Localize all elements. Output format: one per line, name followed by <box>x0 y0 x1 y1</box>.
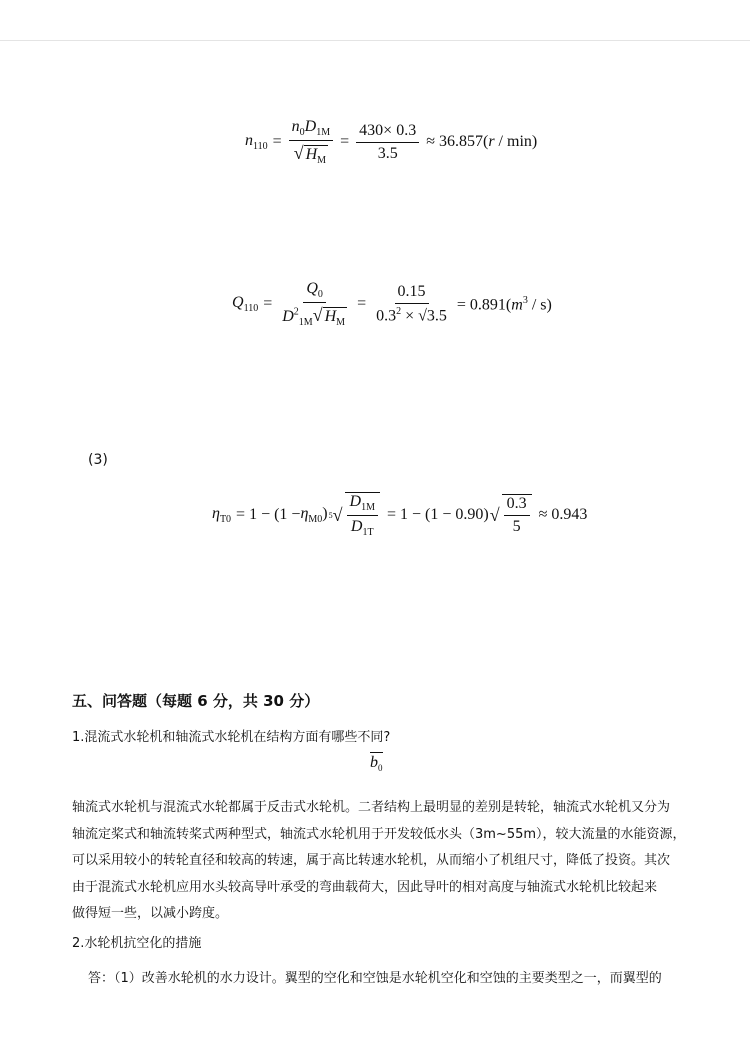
paragraph-line: 做得短一些，以减小跨度。 <box>72 906 229 921</box>
formula-n110: $n_{110}$ = $\frac{n_0D_{1M}}{√ H_M}$ = $\frac{430\times 0.3}{3.5}$ ≈ 36.857(r / min) <box>245 118 538 167</box>
answer-2-line: 答：（1）改善水轮机的水力设计。翼型的空化和空蚀是水轮机空化和空蚀的主要类型之一，而翼型的 <box>88 971 662 986</box>
question-2: 2.水轮机抗空化的措施 <box>72 936 202 951</box>
b0-symbol: $b_0$ <box>370 754 383 774</box>
symbol: n <box>245 132 253 150</box>
answer-1-paragraph <box>72 795 692 928</box>
fraction: $\frac{Q_0}{D^2_{1M}√ H_M}$ <box>282 280 346 329</box>
fraction: $\frac{n_0D_{1M}}{√ H_M}$ <box>289 118 333 166</box>
fraction: $\frac{0.15}{0.3^2 \times √3.5}$ <box>376 283 447 325</box>
subscript: 110 <box>253 141 268 153</box>
part-3-label: (3) <box>88 452 108 468</box>
paragraph-line: 由于混流式水轮机应用水头较高导叶承受的弯曲载荷大，因此导叶的相对高度与轴流式水轮机比较起来 <box>72 879 658 895</box>
fraction: $\frac{430\times 0.3}{3.5}$ <box>356 122 419 163</box>
question-1: 1.混流式水轮机和轴流式水轮机在结构方面有哪些不同? <box>72 730 391 745</box>
page-top-border <box>0 40 750 41</box>
section-heading: 五、问答题（每题 6 分，共 30 分） <box>72 692 320 710</box>
fraction: $\frac{0.3}{5}$ <box>502 494 532 536</box>
formula-eta-t0: $\eta_{T0}$ = 1 − (1 − $\eta_{M0}$) 5 √ $\frac{D_{1M}}{D_{1T}}$ = 1 − (1 − 0.90) √ $\frac{0.3}{5}$ ≈ 0.943 <box>212 493 588 539</box>
formula-q110: $Q_{110}$ = $\frac{Q_0}{D^2_{1M}√ H_M}$ = $\frac{0.15}{0.3^2 \times √3.5}$ = $0.891(m^3 / s)$ <box>232 280 552 329</box>
paragraph-line: 轴流式水轮机与混流式水轮都属于反击式水轮机。二者结构上最明显的差别是转轮，轴流式水轮机又分为 <box>72 800 671 815</box>
paragraph-line: 轴流定桨式和轴流转桨式两种型式，轴流式水轮机用于开发较低水头（3m~55m），较大流量的水能资源， <box>72 826 686 842</box>
fraction: $\frac{D_{1M}}{D_{1T}}$ <box>345 492 380 538</box>
paragraph-line: 可以采用较小的转轮直径和较高的转速，属于高比转速水轮机，从而缩小了机组尺寸，降低了投资。其次 <box>72 853 671 868</box>
